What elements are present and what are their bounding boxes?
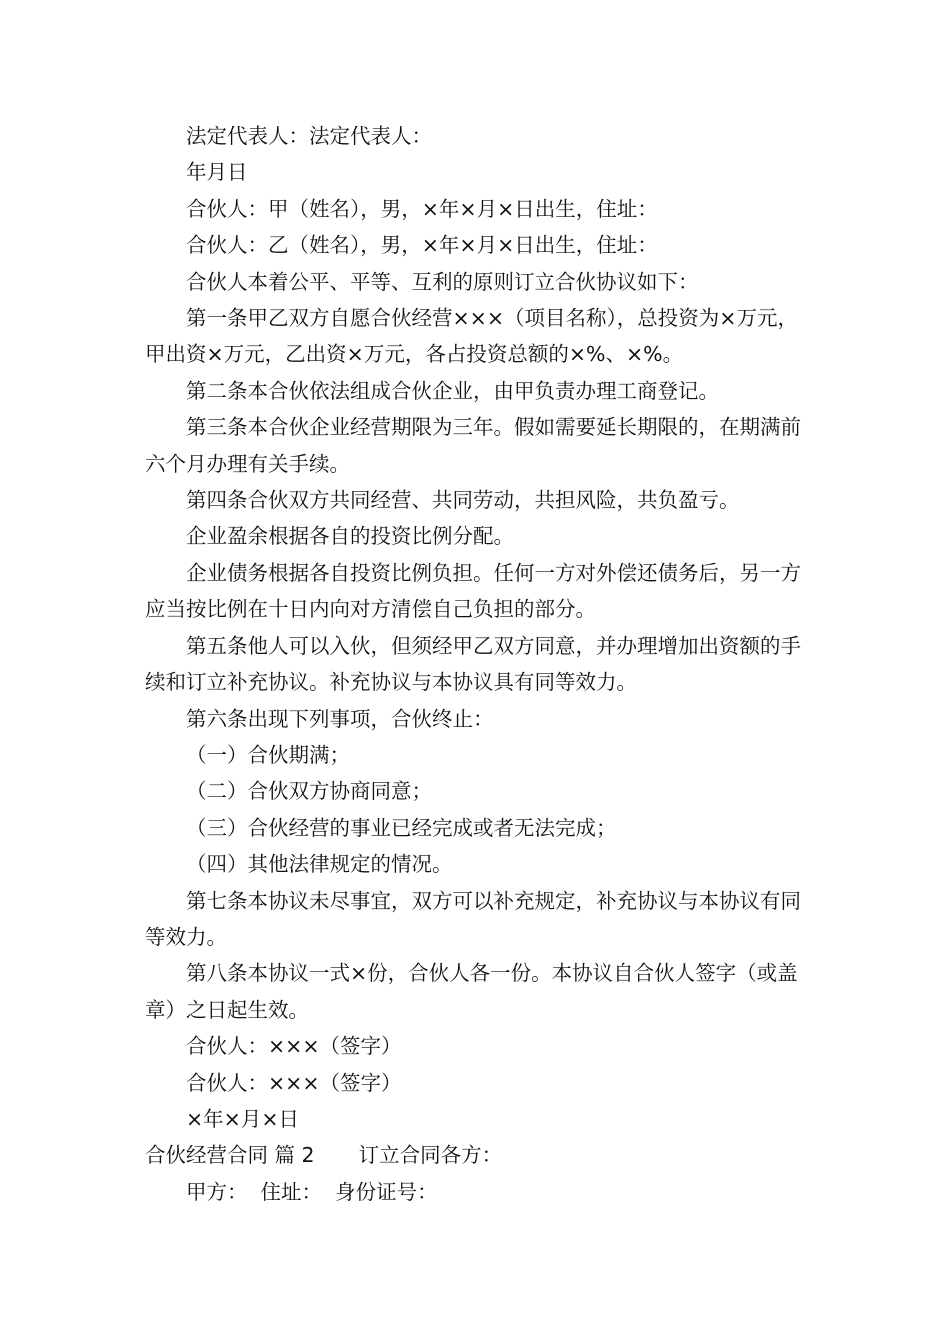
paragraph-2: 年月日: [186, 160, 248, 185]
paragraph-21: 合伙人：×××（签字）: [186, 1070, 402, 1095]
paragraph-16: （三）合伙经营的事业已经完成或者无法完成；: [186, 815, 617, 840]
paragraph-6: 第一条甲乙双方自愿合伙经营×××（项目名称），总投资为×万元，甲出资×万元，乙出资×万元，各占投资总额的×%、×%。: [145, 306, 798, 367]
section-subtitle: 订立合同各方：: [358, 1143, 503, 1168]
paragraph-4: 合伙人：乙（姓名），男，×年×月×日出生，住址：: [186, 233, 658, 258]
paragraph-14: （一）合伙期满；: [186, 742, 350, 767]
paragraph-8: 第三条本合伙企业经营期限为三年。假如需要延长期限的，在期满前六个月办理有关手续。: [145, 415, 801, 476]
paragraph-22: ×年×月×日: [186, 1106, 300, 1131]
paragraph-5: 合伙人本着公平、平等、互利的原则订立合伙协议如下：: [186, 269, 699, 294]
paragraph-11: 企业债务根据各自投资比例负担。任何一方对外偿还债务后，另一方应当按比例在十日内向对方清偿自己负担的部分。: [145, 560, 801, 622]
paragraph-12: 第五条他人可以入伙，但须经甲乙双方同意，并办理增加出资额的手续和订立补充协议。补充协议与本协议具有同等效力。: [145, 633, 801, 695]
party-a-line: 甲方： 住址： 身份证号：: [186, 1179, 438, 1204]
paragraph-15: （二）合伙双方协商同意；: [186, 779, 432, 804]
section-title: 合伙经营合同 篇 2: [145, 1143, 315, 1168]
paragraph-17: （四）其他法律规定的情况。: [186, 852, 453, 877]
paragraph-13: 第六条出现下列事项，合伙终止：: [186, 706, 494, 731]
section-heading: [145, 1137, 807, 1173]
paragraph-20: 合伙人：×××（签字）: [186, 1034, 402, 1059]
paragraph-3: 合伙人：甲（姓名），男，×年×月×日出生，住址：: [186, 196, 658, 221]
paragraph-7: 第二条本合伙依法组成合伙企业，由甲负责办理工商登记。: [186, 378, 719, 403]
paragraph-9: 第四条合伙双方共同经营、共同劳动，共担风险，共负盈亏。: [186, 488, 740, 513]
paragraph-19: 第八条本协议一式×份，合伙人各一份。本协议自合伙人签字（或盖章）之日起生效。: [145, 961, 798, 1022]
document-body: [145, 118, 807, 1210]
paragraph-10: 企业盈余根据各自的投资比例分配。: [186, 524, 514, 549]
paragraph-18: 第七条本协议未尽事宜，双方可以补充规定，补充协议与本协议有同等效力。: [145, 888, 801, 949]
paragraph-1: 法定代表人：法定代表人：: [186, 124, 432, 148]
